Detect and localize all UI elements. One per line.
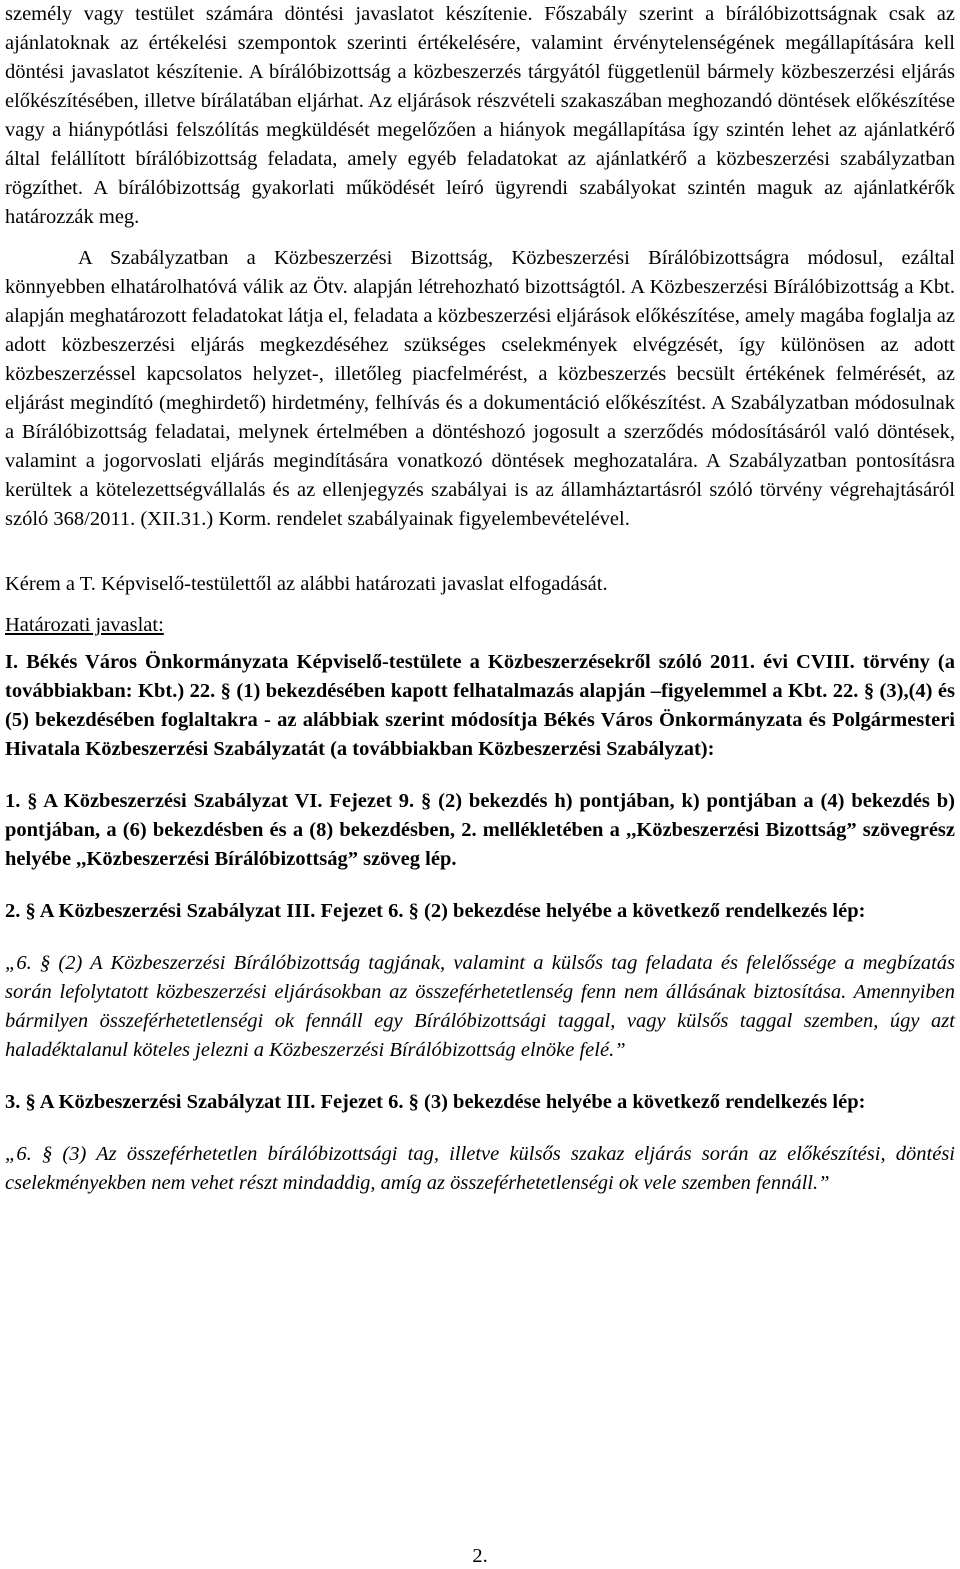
resolution-item-3-quote: „6. § (3) Az összeférhetetlen bírálóbizottsági tag, illetve külsős szakaz eljárás során az előkészítési, döntési cselekményekben nem vehet részt mindaddig, amíg az összeférhetetlenségi ok vele szemben fennáll.” xyxy=(5,1143,955,1194)
resolution-heading xyxy=(5,611,955,640)
page-number: 2. xyxy=(472,1545,488,1567)
resolution-item-2-quote: „6. § (2) A Közbeszerzési Bírálóbizottság tagjának, valamint a külsős tag feladata és felelőssége a megbízatás során lefolytatott közbeszerzési eljárásokban az összeférhetetlenség fenn nem állásának biztosítása. Amennyiben bármilyen összeférhetetlenségi ok fennáll egy Bírálóbizottsági taggal, vagy külsős taggal szemben, úgy azt haladéktalanul köteles jelezni a Közbeszerzési Bírálóbizottság elnöke felé.” xyxy=(5,952,955,1061)
resolution-intro: I. Békés Város Önkormányzata Képviselő-testülete a Közbeszerzésekről szóló 2011. évi CVIII. törvény (a továbbiakban: Kbt.) 22. § (1) bekezdésében kapott felhatalmazás alapján –figyelemmel a Kbt. 22. § (3),(4) és (5) bekezdésében foglaltakra - az alábbiak szerint módosítja Békés Város Önkormányzata és Polgármesteri Hivatala Közbeszerzési Szabályzatát (a továbbiakban Közbeszerzési Szabályzat): xyxy=(5,651,955,760)
resolution-item-2: 2. § A Közbeszerzési Szabályzat III. Fejezet 6. § (2) bekezdése helyébe a következő rendelkezés lép: xyxy=(5,900,866,922)
body-paragraph-1: személy vagy testület számára döntési javaslatot készítenie. Főszabály szerint a bírálóbizottságnak csak az ajánlatoknak az értékelési szempontok szerinti értékelésére, valamint érvénytelenségének megállapítására kell döntési javaslatot készítenie. A bírálóbizottság a közbeszerzés tárgyától függetlenül bármely közbeszerzési eljárás előkészítésében, illetve bírálatában eljárhat. Az eljárások részvételi szakaszában meghozandó döntések előkészítése vagy a hiánypótlási felszólítás megküldését megelőzően a hiányok megállapítása így szintén lehet az ajánlatkérő által felállított bírálóbizottság feladata, amely egyéb feladatokat az ajánlatkérő a közbeszerzési szabályzatban rögzíthet. A bírálóbizottság gyakorlati működését leíró ügyrendi szabályokat szintén maguk az ajánlatkérők határozzák meg. xyxy=(5,3,955,228)
body-paragraph-2: A Szabályzatban a Közbeszerzési Bizottság, Közbeszerzési Bírálóbizottságra módosul, ezáltal könnyebben elhatárolhatóvá válik az Ötv. alapján létrehozható bizottságtól. A Közbeszerzési Bírálóbizottság a Kbt. alapján meghatározott feladatokat látja el, feladata a közbeszerzési eljárások előkészítése, amely magába foglalja az adott közbeszerzési eljárás megkezdéséhez szükséges cselekmények elvégzését, így különösen az adott közbeszerzéssel kapcsolatos helyzet-, illetőleg piacfelmérést, a közbeszerzés becsült értékének felmérését, az eljárást megindító (meghirdető) hirdetmény, felhívás és a dokumentáció előkészítést. A Szabályzatban módosulnak a Bírálóbizottság feladatai, melynek értelmében a döntéshozó jogosult a szerződés módosításáról való döntések, valamint a jogorvoslati eljárás megindítására vonatkozó döntések meghozatalára. A Szabályzatban pontosításra kerültek a kötelezettségvállalás és az ellenjegyzés szabályai is az államháztartásról szóló törvény végrehajtásáról szóló 368/2011. (XII.31.) Korm. rendelet szabályainak figyelembevételével. xyxy=(5,247,955,530)
resolution-item-3: 3. § A Közbeszerzési Szabályzat III. Fejezet 6. § (3) bekezdése helyébe a következő rendelkezés lép: xyxy=(5,1091,866,1113)
request-sentence: Kérem a T. Képviselő-testülettől az alábbi határozati javaslat elfogadását. xyxy=(5,573,608,595)
document-page xyxy=(5,0,955,1198)
resolution-item-1: 1. § A Közbeszerzési Szabályzat VI. Fejezet 9. § (2) bekezdés h) pontjában, k) pontjában a (4) bekezdés b) pontjában, a (6) bekezdésben és a (8) bekezdésben, 2. mellékletében a ,,Közbeszerzési Bizottság” szövegrész helyébe ,,Közbeszerzési Bírálóbizottság” szöveg lép. xyxy=(5,790,955,870)
resolution-heading-text: Határozati javaslat: xyxy=(5,614,164,636)
